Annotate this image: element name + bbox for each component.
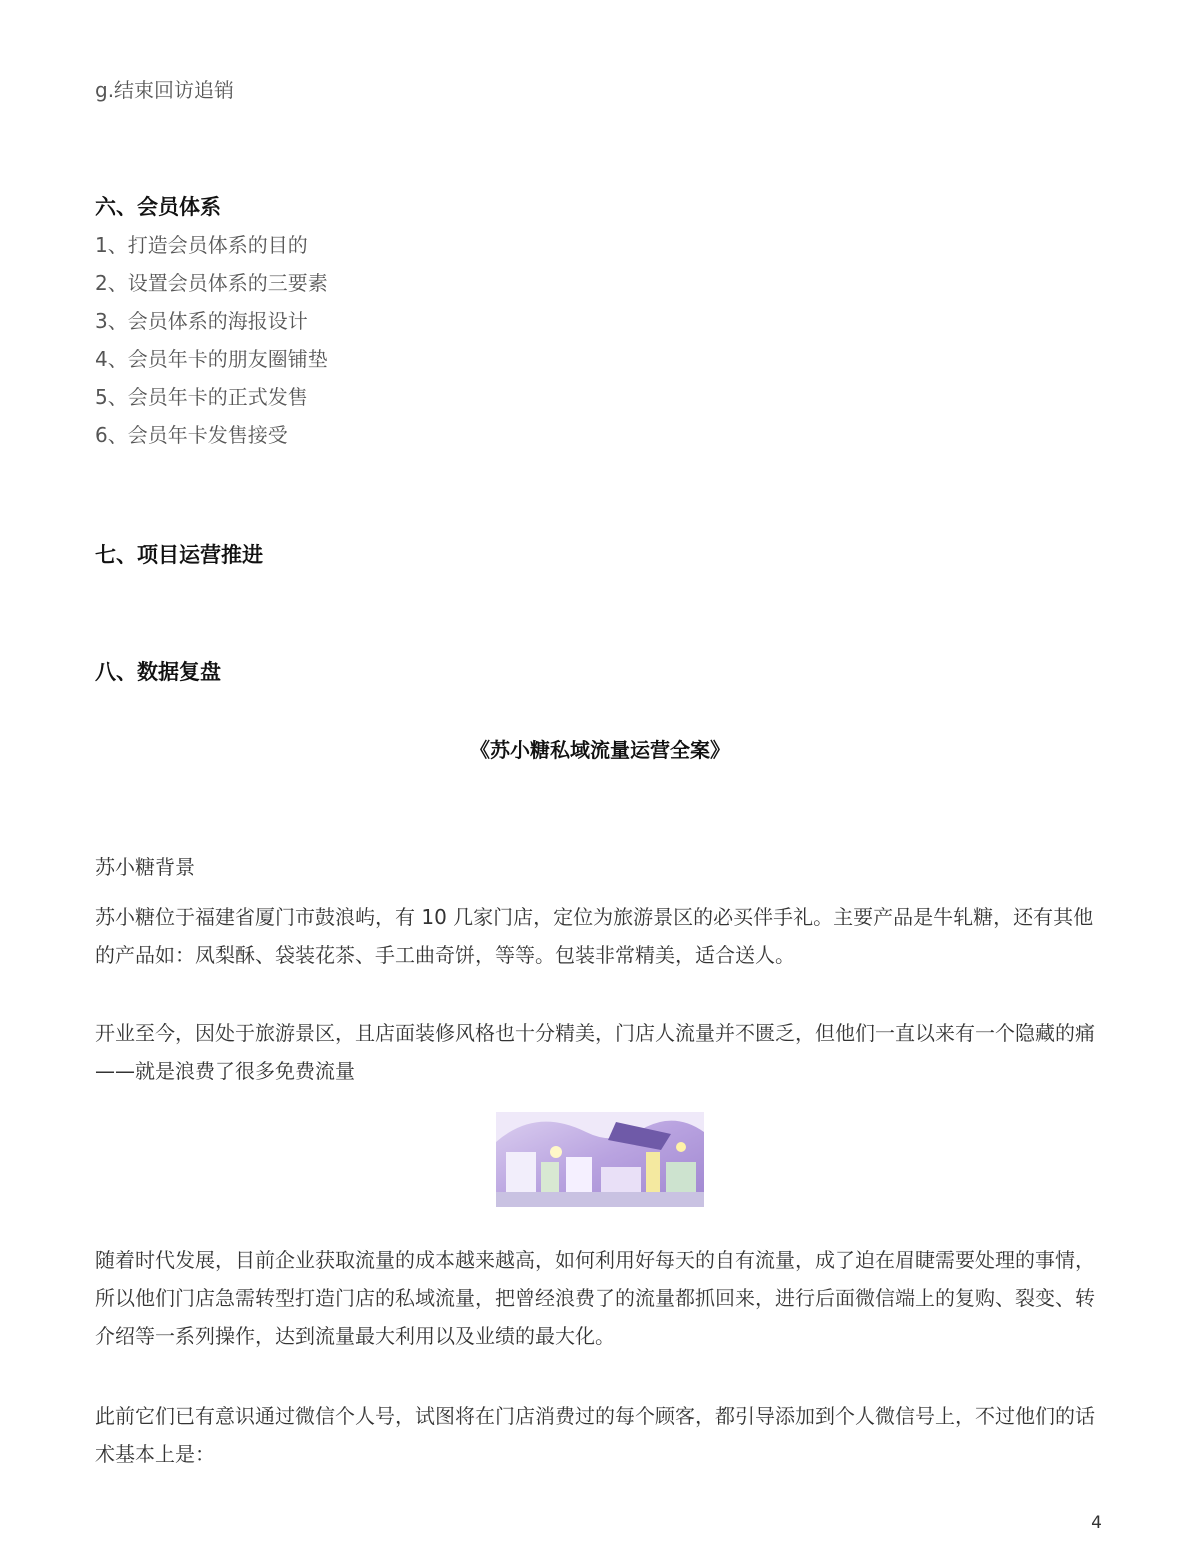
list-item-g: g.结束回访追销	[95, 78, 235, 102]
section-heading-operations: 七、项目运营推进	[95, 543, 263, 567]
list-item: 6、会员年卡发售接受	[95, 423, 288, 447]
paragraph: 开业至今，因处于旅游景区，且店面装修风格也十分精美，门店人流量并不匮乏，但他们一直以来有一个隐藏的痛——就是浪费了很多免费流量	[95, 1021, 1095, 1083]
section-heading-data-review: 八、数据复盘	[95, 660, 221, 684]
list-item: 4、会员年卡的朋友圈铺垫	[95, 347, 328, 371]
section-heading-membership: 六、会员体系	[95, 195, 221, 219]
store-interior-photo	[496, 1112, 704, 1207]
paragraph: 此前它们已有意识通过微信个人号，试图将在门店消费过的每个顾客，都引导添加到个人微信号上，不过他们的话术基本上是：	[95, 1404, 1095, 1466]
list-item: 2、设置会员体系的三要素	[95, 271, 328, 295]
background-heading: 苏小糖背景	[95, 855, 195, 879]
paragraph: 随着时代发展，目前企业获取流量的成本越来越高，如何利用好每天的自有流量，成了迫在眉睫需要处理的事情，所以他们门店急需转型打造门店的私域流量，把曾经浪费了的流量都抓回来，进行后面微信端上的复购、裂变、转介绍等一系列操作，达到流量最大利用以及业绩的最大化。	[95, 1248, 1095, 1348]
list-item: 1、打造会员体系的目的	[95, 233, 308, 257]
case-title: 《苏小糖私域流量运营全案》	[470, 738, 730, 762]
list-item: 5、会员年卡的正式发售	[95, 385, 308, 409]
paragraph: 苏小糖位于福建省厦门市鼓浪屿，有 10 几家门店，定位为旅游景区的必买伴手礼。主要产品是牛轧糖，还有其他的产品如：凤梨酥、袋装花茶、手工曲奇饼，等等。包装非常精美，适合送人。	[95, 905, 1094, 967]
page-number: 4	[1091, 1513, 1102, 1533]
list-item: 3、会员体系的海报设计	[95, 309, 308, 333]
